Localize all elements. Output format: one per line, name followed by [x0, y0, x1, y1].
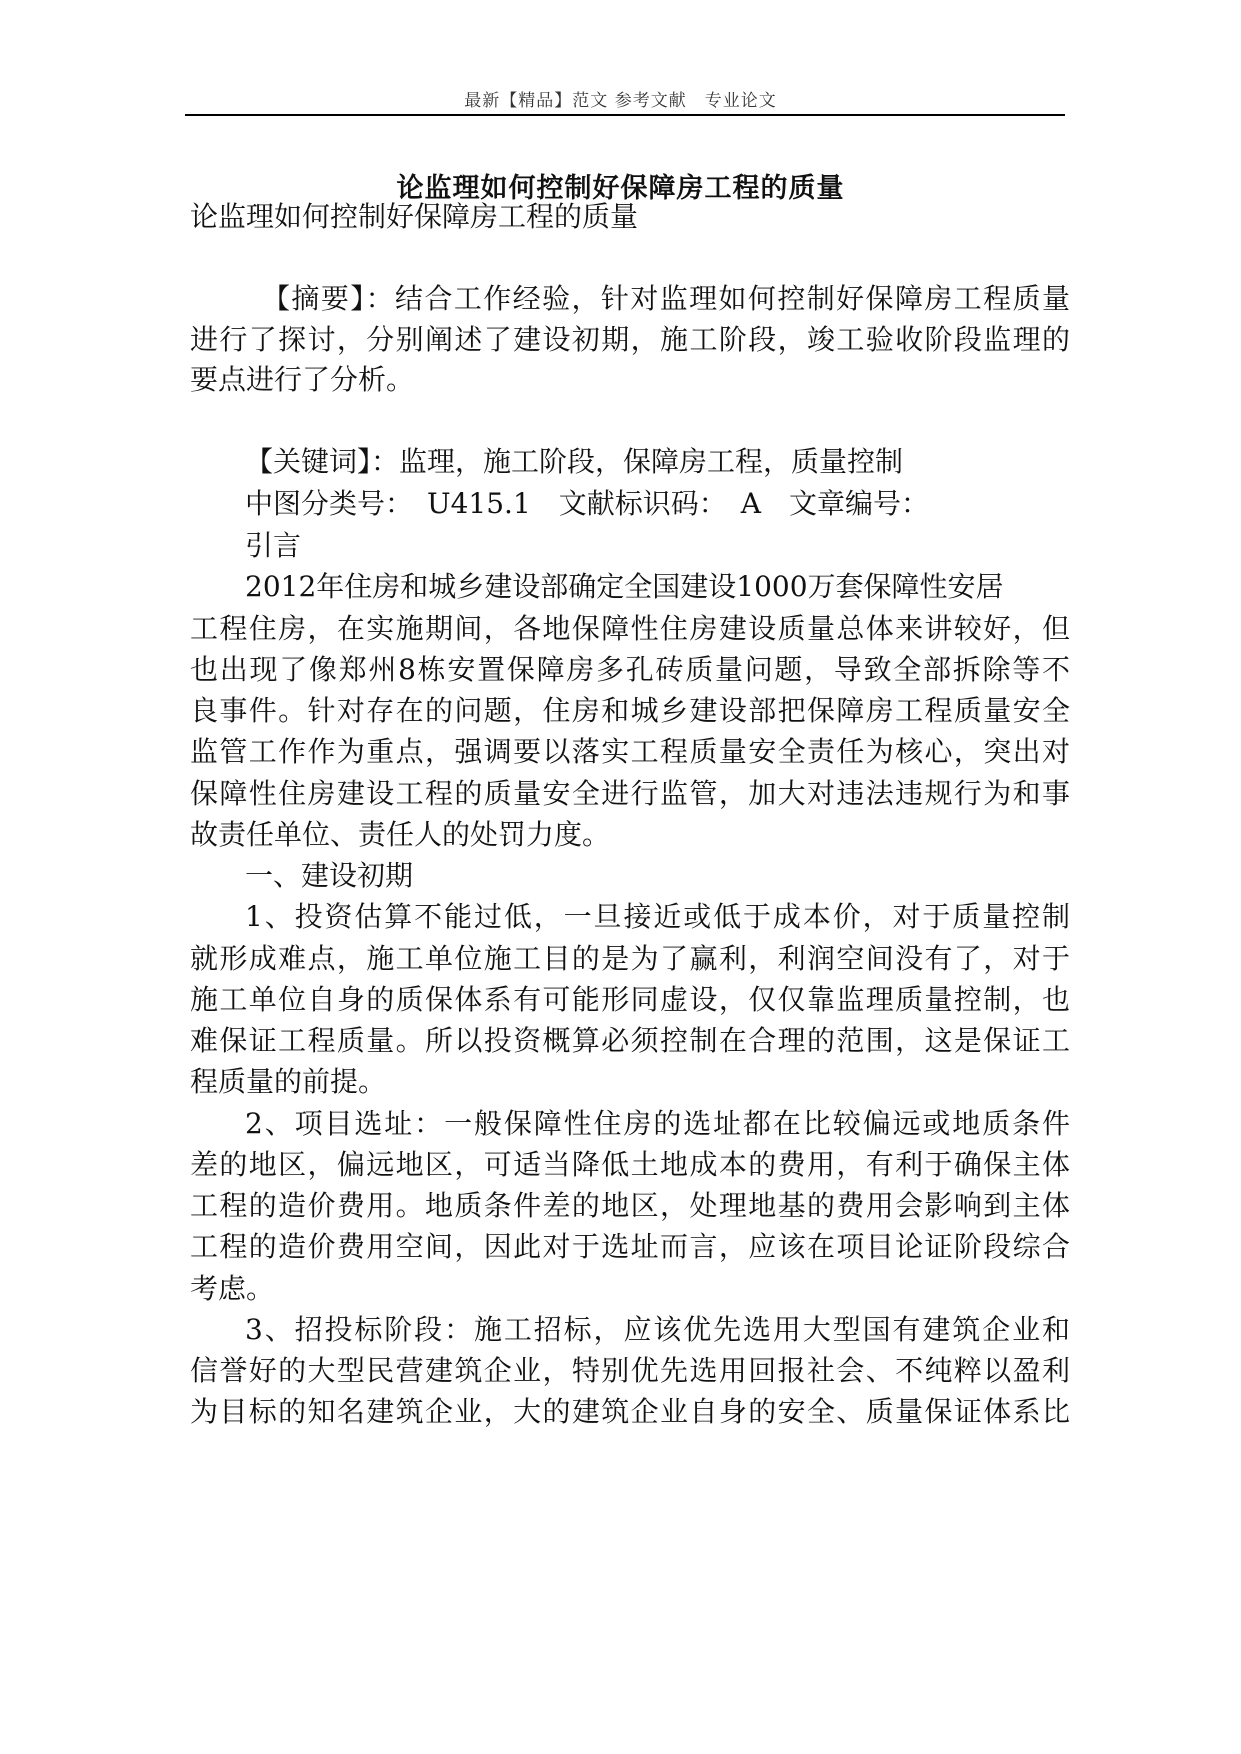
paragraph-line: 考虑。	[190, 1272, 275, 1305]
paragraph-line: 差的地区，偏远地区，可适当降低土地成本的费用，有利于确保主体	[190, 1148, 1070, 1181]
subtitle-line: 论监理如何控制好保障房工程的质量	[190, 200, 639, 233]
abstract-line: 进行了探讨，分别阐述了建设初期，施工阶段，竣工验收阶段监理的	[190, 323, 1070, 356]
paragraph-line: 工程的造价费用空间，因此对于选址而言，应该在项目论证阶段综合	[190, 1230, 1070, 1263]
paragraph-line: 就形成难点，施工单位施工目的是为了赢利，利润空间没有了，对于	[190, 942, 1070, 975]
paragraph-line: 2、项目选址：一般保障性住房的选址都在比较偏远或地质条件	[245, 1107, 1070, 1140]
paragraph-line: 为目标的知名建筑企业，大的建筑企业自身的安全、质量保证体系比	[190, 1395, 1070, 1428]
page-header: 最新【精品】范文 参考文献 专业论文	[464, 91, 777, 111]
document-title: 论监理如何控制好保障房工程的质量	[396, 173, 845, 204]
header-divider	[185, 114, 1065, 116]
section-heading-intro: 引言	[245, 529, 302, 562]
classification-line: 中图分类号： U415.1 文献标识码： A 文章编号：	[245, 487, 929, 520]
paragraph-line: 故责任单位、责任人的处罚力度。	[190, 818, 611, 851]
paragraph-line: 1、投资估算不能过低，一旦接近或低于成本价，对于质量控制	[245, 900, 1070, 933]
paragraph-line: 也出现了像郑州8栋安置保障房多孔砖质量问题，导致全部拆除等不	[190, 653, 1070, 686]
paragraph-line: 工程的造价费用。地质条件差的地区，处理地基的费用会影响到主体	[190, 1189, 1070, 1222]
paragraph-line: 3、招投标阶段：施工招标，应该优先选用大型国有建筑企业和	[245, 1313, 1070, 1346]
paragraph-line: 工程住房，在实施期间，各地保障性住房建设质量总体来讲较好，但	[190, 612, 1070, 645]
abstract-line: 【摘要】：结合工作经验，针对监理如何控制好保障房工程质量	[262, 282, 1070, 315]
paragraph-line: 2012年住房和城乡建设部确定全国建设1000万套保障性安居	[245, 570, 1004, 603]
keywords-line: 【关键词】：监理，施工阶段，保障房工程，质量控制	[245, 445, 904, 478]
paragraph-line: 信誉好的大型民营建筑企业，特别优先选用回报社会、不纯粹以盈利	[190, 1354, 1070, 1387]
paragraph-line: 难保证工程质量。所以投资概算必须控制在合理的范围，这是保证工	[190, 1024, 1070, 1057]
paragraph-line: 保障性住房建设工程的质量安全进行监管，加大对违法违规行为和事	[190, 777, 1070, 810]
abstract-line: 要点进行了分析。	[190, 363, 415, 396]
paragraph-line: 良事件。针对存在的问题，住房和城乡建设部把保障房工程质量安全	[190, 694, 1070, 727]
paragraph-line: 施工单位自身的质保体系有可能形同虚设，仅仅靠监理质量控制，也	[190, 983, 1070, 1016]
paragraph-line: 监管工作作为重点，强调要以落实工程质量安全责任为核心，突出对	[190, 735, 1070, 768]
section-heading-construction-start: 一、建设初期	[245, 859, 414, 892]
paragraph-line: 程质量的前提。	[190, 1065, 387, 1098]
